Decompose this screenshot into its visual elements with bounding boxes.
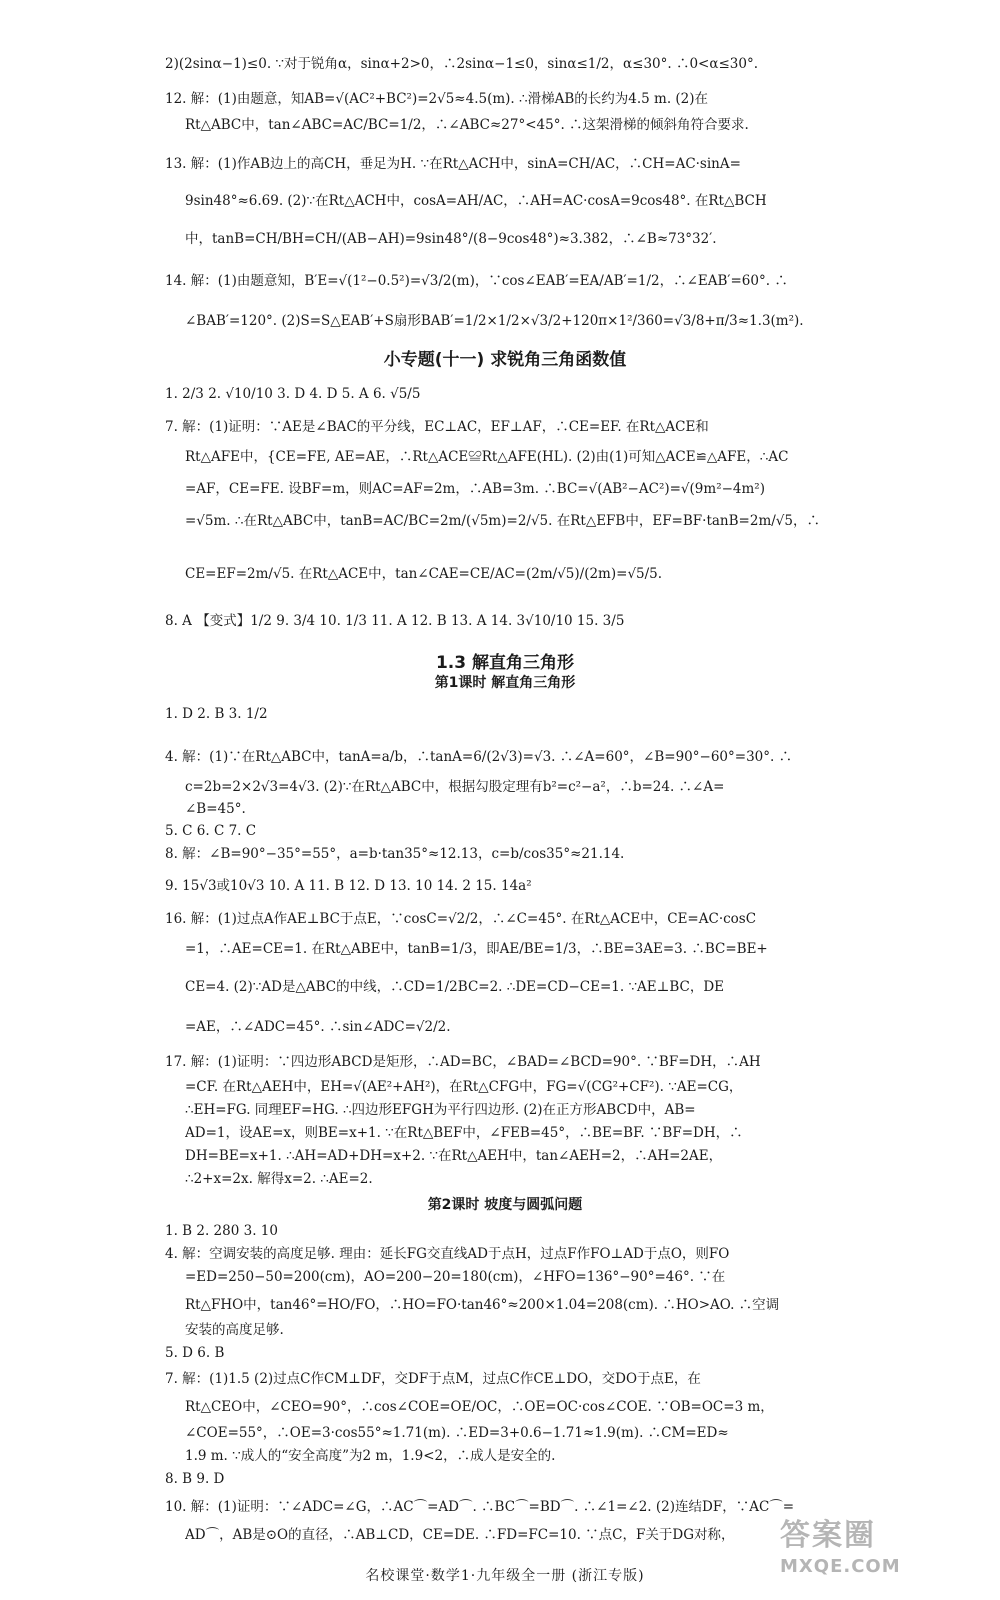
- text-line: Rt△FHO中，tan46°=HO/FO，∴HO=FO·tan46°≈200×1.04=208(cm). ∴HO>AO. ∴空调: [185, 1297, 780, 1313]
- text-line: 2)(2sinα−1)≤0. ∵对于锐角α，sinα+2>0，∴2sinα−1≤0，sinα≤1/2，α≤30°. ∴0<α≤30°.: [165, 56, 759, 72]
- text-line: 8. 解：∠B=90°−35°=55°，a=b·tan35°≈12.13，c=b/cos35°≈21.14.: [165, 846, 625, 862]
- watermark-logo: 答案圈: [780, 1518, 876, 1553]
- subsection-heading: 第1课时 解直角三角形: [434, 675, 576, 691]
- text-line: c=2b=2×2√3=4√3. (2)∵在Rt△ABC中，根据勾股定理有b²=c²−a²，∴b=24. ∴∠A=: [185, 779, 725, 795]
- text-line: =CF. 在Rt△AEH中，EH=√(AE²+AH²)，在Rt△CFG中，FG=√(CG²+CF²). ∵AE=CG，: [185, 1079, 743, 1095]
- text-line: 8. B 9. D: [165, 1471, 225, 1487]
- text-line: 5. D 6. B: [165, 1345, 225, 1361]
- text-line: DH=BE=x+1. ∴AH=AD+DH=x+2. ∵在Rt△AEH中，tan∠AEH=2，∴AH=2AE，: [185, 1148, 723, 1164]
- text-line: AD⌒，AB是⊙O的直径，∴AB⊥CD，CE=DE. ∴FD=FC=10. ∵点C，F关于DG对称，: [185, 1527, 735, 1543]
- text-line: 1. D 2. B 3. 1/2: [165, 706, 268, 722]
- text-line: 13. 解：(1)作AB边上的高CH，垂足为H. ∵在Rt△ACH中，sinA=CH/AC，∴CH=AC·sinA=: [165, 156, 741, 172]
- text-line: ∠BAB′=120°. (2)S=S△EAB′+S扇形BAB′=1/2×1/2×√3/2+120π×1²/360=√3/8+π/3≈1.3(m²).: [185, 313, 804, 329]
- text-line: Rt△ABC中，tan∠ABC=AC/BC=1/2，∴∠ABC≈27°<45°. ∴这架滑梯的倾斜角符合要求.: [185, 117, 749, 133]
- text-line: =AE，∴∠ADC=45°. ∴sin∠ADC=√2/2.: [185, 1019, 451, 1035]
- text-line: 4. 解：(1)∵在Rt△ABC中，tanA=a/b，∴tanA=6/(2√3)=√3. ∴∠A=60°，∠B=90°−60°=30°. ∴: [165, 749, 793, 765]
- text-line: =AF，CE=FE. 设BF=m，则AC=AF=2m，∴AB=3m. ∴BC=√(AB²−AC²)=√(9m²−4m²): [185, 481, 765, 497]
- text-line: ∴EH=FG. 同理EF=HG. ∴四边形EFGH为平行四边形. (2)在正方形ABCD中，AB=: [185, 1102, 696, 1118]
- text-line: ∴2+x=2x. 解得x=2. ∴AE=2.: [185, 1171, 373, 1187]
- text-line: 7. 解：(1)1.5 (2)过点C作CM⊥DF，交DF于点M，过点C作CE⊥DO，交DO于点E，在: [165, 1371, 701, 1387]
- text-line: 1. 2/3 2. √10/10 3. D 4. D 5. A 6. √5/5: [165, 386, 421, 402]
- text-line: CE=EF=2m/√5. 在Rt△ACE中，tan∠CAE=CE/AC=(2m/√5)/(2m)=√5/5.: [185, 566, 663, 582]
- text-line: 安装的高度足够.: [185, 1322, 284, 1338]
- text-line: 12. 解：(1)由题意，知AB=√(AC²+BC²)=2√5≈4.5(m). ∴滑梯AB的长约为4.5 m. (2)在: [165, 91, 709, 107]
- text-line: 5. C 6. C 7. C: [165, 823, 257, 839]
- text-line: 9sin48°≈6.69. (2)∵在Rt△ACH中，cosA=AH/AC，∴AH=AC·cosA=9cos48°. 在Rt△BCH: [185, 193, 767, 209]
- text-line: AD=1，设AE=x，则BE=x+1. ∵在Rt△BEF中，∠FEB=45°，∴BE=BF. ∵BF=DH，∴: [185, 1125, 743, 1141]
- text-line: 4. 解：空调安装的高度足够. 理由：延长FG交直线AD于点H，过点F作FO⊥AD于点O，则FO: [165, 1246, 730, 1262]
- text-line: 中，tanB=CH/BH=CH/(AB−AH)=9sin48°/(8−9cos48°)≈3.382，∴∠B≈73°32′.: [185, 231, 717, 247]
- watermark: [780, 1510, 955, 1590]
- text-line: 14. 解：(1)由题意知，B′E=√(1²−0.5²)=√3/2(m)，∵cos∠EAB′=EA/AB′=1/2，∴∠EAB′=60°. ∴: [165, 273, 788, 289]
- page-footer: 名校课堂·数学1·九年级全一册 (浙江专版): [365, 1568, 645, 1584]
- text-line: =√5m. ∴在Rt△ABC中，tanB=AC/BC=2m/(√5m)=2/√5. 在Rt△EFB中，EF=BF·tanB=2m/√5，∴: [185, 513, 820, 529]
- text-line: 10. 解：(1)证明：∵∠ADC=∠G，∴AC⌒=AD⌒. ∴BC⌒=BD⌒. ∴∠1=∠2. (2)连结DF，∵AC⌒=: [165, 1499, 795, 1515]
- text-line: 8. A 【变式】1/2 9. 3/4 10. 1/3 11. A 12. B 13. A 14. 3√10/10 15. 3/5: [165, 613, 625, 629]
- text-line: Rt△AFE中，{CE=FE, AE=AE，∴Rt△ACE≌Rt△AFE(HL). (2)由(1)可知△ACE≌△AFE，∴AC: [185, 449, 789, 465]
- text-line: =ED=250−50=200(cm)，AO=200−20=180(cm)，∠HFO=136°−90°=46°. ∵在: [185, 1269, 726, 1285]
- watermark-url: MXQE.COM: [780, 1556, 901, 1577]
- text-line: ∠COE=55°，∴OE=3·cos55°≈1.71(m). ∴ED=3+0.6−1.71≈1.9(m). ∴CM=ED≈: [185, 1425, 729, 1441]
- text-line: ∠B=45°.: [185, 801, 246, 817]
- text-line: =1，∴AE=CE=1. 在Rt△ABE中，tanB=1/3，即AE/BE=1/3，∴BE=3AE=3. ∴BC=BE+: [185, 941, 768, 957]
- text-line: Rt△CEO中，∠CEO=90°，∴cos∠COE=OE/OC，∴OE=OC·cos∠COE. ∵OB=OC=3 m，: [185, 1399, 774, 1415]
- text-line: 17. 解：(1)证明：∵四边形ABCD是矩形，∴AD=BC，∠BAD=∠BCD=90°. ∵BF=DH，∴AH: [165, 1054, 761, 1070]
- text-line: 1.9 m. ∵成人的“安全高度”为2 m，1.9<2，∴成人是安全的.: [185, 1448, 556, 1464]
- section-heading: 小专题(十一) 求锐角三角函数值: [383, 350, 627, 370]
- text-line: 7. 解：(1)证明：∵AE是∠BAC的平分线，EC⊥AC，EF⊥AF，∴CE=EF. 在Rt△ACE和: [165, 419, 709, 435]
- section-heading: 1.3 解直角三角形: [435, 653, 575, 673]
- text-line: CE=4. (2)∵AD是△ABC的中线，∴CD=1/2BC=2. ∴DE=CD−CE=1. ∵AE⊥BC，DE: [185, 979, 725, 995]
- text-line: 1. B 2. 280 3. 10: [165, 1223, 278, 1239]
- subsection-heading: 第2课时 坡度与圆弧问题: [427, 1197, 583, 1213]
- text-line: 16. 解：(1)过点A作AE⊥BC于点E，∵cosC=√2/2，∴∠C=45°. 在Rt△ACE中，CE=AC·cosC: [165, 911, 757, 927]
- text-line: 9. 15√3或10√3 10. A 11. B 12. D 13. 10 14. 2 15. 14a²: [165, 878, 532, 894]
